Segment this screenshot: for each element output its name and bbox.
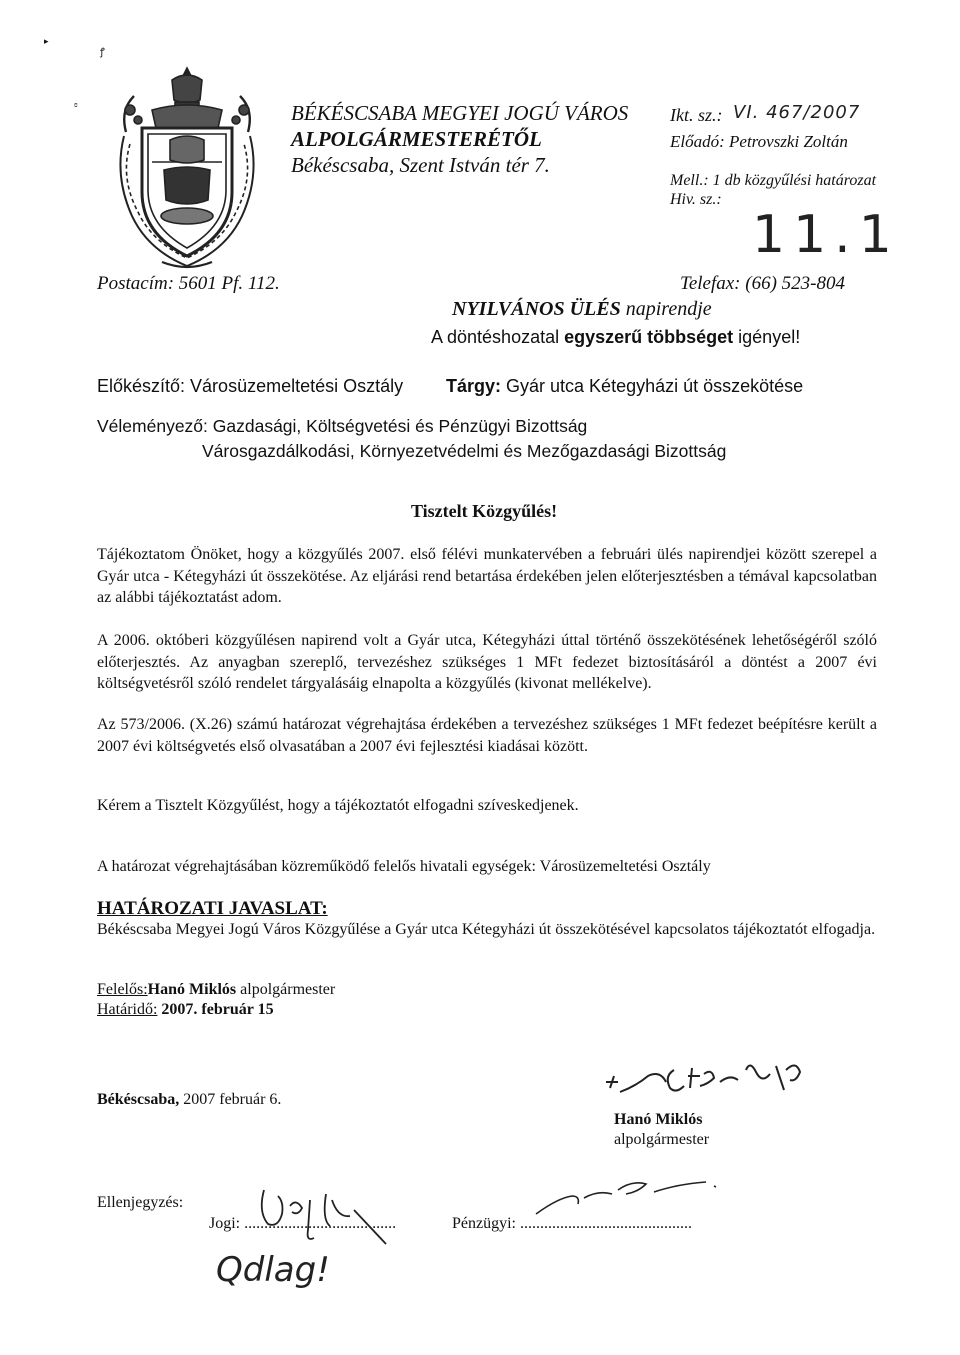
resolution-text-body: Békéscsaba Megyei Jogú Város Közgyűlése a Gyár utca Kétegyházi út összekötésével kapcsolatos tájékoztatót elfogadja. xyxy=(97,921,876,938)
place-date xyxy=(97,1091,281,1109)
session-type xyxy=(452,298,712,321)
reviewer-1: Gazdasági, Költségvetési és Pénzügyi Bizottság xyxy=(207,416,588,436)
paragraph-1-text: Tájékoztatom Önöket, hogy a közgyűlés 2007. első félévi munkatervében a februári ülés napirendjei között szerepel a Gyár utca - Kétegyházi út összekötése. Az eljárási rend betartása érdekében jelen előterjesztésben a témával kapcsolatban az alábbi tájékoztatást adom. xyxy=(97,546,877,606)
finance-sign-line: Pénzügyi: ........................................... xyxy=(452,1215,692,1232)
paragraph-4 xyxy=(97,795,877,817)
date: 2007 február 6. xyxy=(179,1091,282,1108)
legal-sign-line: Jogi: ...................................... xyxy=(209,1215,397,1232)
postal-address: Postacím: 5601 Pf. 112. xyxy=(97,273,280,294)
hiv-sz: Hiv. sz.: xyxy=(670,191,722,208)
eloado: Előadó: Petrovszki Zoltán xyxy=(670,132,848,151)
org-address: Békéscsaba, Szent István tér 7. xyxy=(291,153,550,177)
majority-post: igényel! xyxy=(733,327,801,347)
salutation: Tisztelt Közgyűlés! xyxy=(411,501,558,521)
org-name: BÉKÉSCSABA MEGYEI JOGÚ VÁROS xyxy=(291,101,629,125)
paragraph-3-text: Az 573/2006. (X.26) számú határozat végrehajtása érdekében a tervezéshez szükséges 1 MFt fedezet beépítésre került a 2007 évi költségvetés első olvasatában a 2007 évi fejlesztési kiadásai között. xyxy=(97,716,877,755)
reviewer-line-1 xyxy=(97,416,587,437)
ikt-label: Ikt. sz.: xyxy=(670,105,723,125)
paragraph-1 xyxy=(97,544,877,609)
mayor-signature xyxy=(600,1052,820,1110)
signer-name: Hanó Miklós xyxy=(614,1111,703,1128)
session-type-rest: napirendje xyxy=(620,298,712,320)
majority-note xyxy=(431,327,800,348)
deadline xyxy=(97,1001,274,1019)
corner-mark-2: ꝭ xyxy=(100,47,105,58)
ikt-handwritten: VI. 467/2007 xyxy=(733,102,861,123)
corner-mark-3: ɞ xyxy=(74,100,78,109)
responsible-role: alpolgármester xyxy=(236,981,336,998)
paragraph-2 xyxy=(97,630,877,695)
handwritten-number: 11.1 xyxy=(752,205,900,265)
paragraph-5-text: A határozat végrehajtásában közreműködő felelős hivatali egységek: Városüzemeltetési Osztály xyxy=(97,858,711,875)
corner-mark-1: ▸ xyxy=(44,36,49,46)
deadline-label: Határidő: xyxy=(97,1001,158,1018)
reviewer-label: Véleményező: xyxy=(97,416,208,436)
paragraph-2-text: A 2006. októberi közgyűlésen napirend volt a Gyár utca, Kétegyházi úttal történő összekötésének lehetőségéről szóló előterjesztés. Az anyagban szereplő, tervezéshez szükséges 1 MFt fedezet biztosításáról a döntést a 2007 évi költségvetésről szóló rendelet tárgyalásáig elnapolta a közgyűlés (kivonat mellékelve). xyxy=(97,632,877,692)
resolution-text xyxy=(97,919,877,941)
session-type-strong: NYILVÁNOS ÜLÉS xyxy=(452,298,621,320)
majority-strong: egyszerű többséget xyxy=(564,327,734,347)
city-crest-icon xyxy=(112,66,262,274)
org-title: ALPOLGÁRMESTERÉTŐL xyxy=(291,127,542,151)
responsible xyxy=(97,981,335,999)
responsible-label: Felelős: xyxy=(97,981,148,998)
telefax: Telefax: (66) 523-804 xyxy=(680,273,845,294)
handwritten-note: Qdlag! xyxy=(216,1250,330,1290)
subject-text: Gyár utca Kétegyházi út összekötése xyxy=(501,376,804,396)
countersign-label: Ellenjegyzés: xyxy=(97,1194,184,1211)
paragraph-3 xyxy=(97,714,877,757)
majority-pre: A döntéshozatal xyxy=(431,327,565,347)
paragraph-5 xyxy=(97,856,877,878)
finance-signature xyxy=(528,1168,738,1222)
mell: Mell.: 1 db közgyűlési határozat xyxy=(670,172,877,189)
signer-title: alpolgármester xyxy=(614,1131,710,1148)
legal-signature xyxy=(250,1180,410,1260)
reviewer-2: Városgazdálkodási, Környezetvédelmi és Mezőgazdasági Bizottság xyxy=(202,441,727,461)
subject-label: Tárgy: xyxy=(446,376,502,396)
subject xyxy=(446,376,803,397)
paragraph-4-text: Kérem a Tisztelt Közgyűlést, hogy a tájékoztatót elfogadni szíveskedjenek. xyxy=(97,797,579,814)
resolution-heading: HATÁROZATI JAVASLAT: xyxy=(97,898,328,919)
place: Békéscsaba, xyxy=(97,1091,180,1108)
deadline-value: 2007. február 15 xyxy=(157,1001,274,1018)
responsible-name: Hanó Miklós xyxy=(147,981,237,998)
preparer: Előkészítő: Városüzemeltetési Osztály xyxy=(97,376,404,396)
